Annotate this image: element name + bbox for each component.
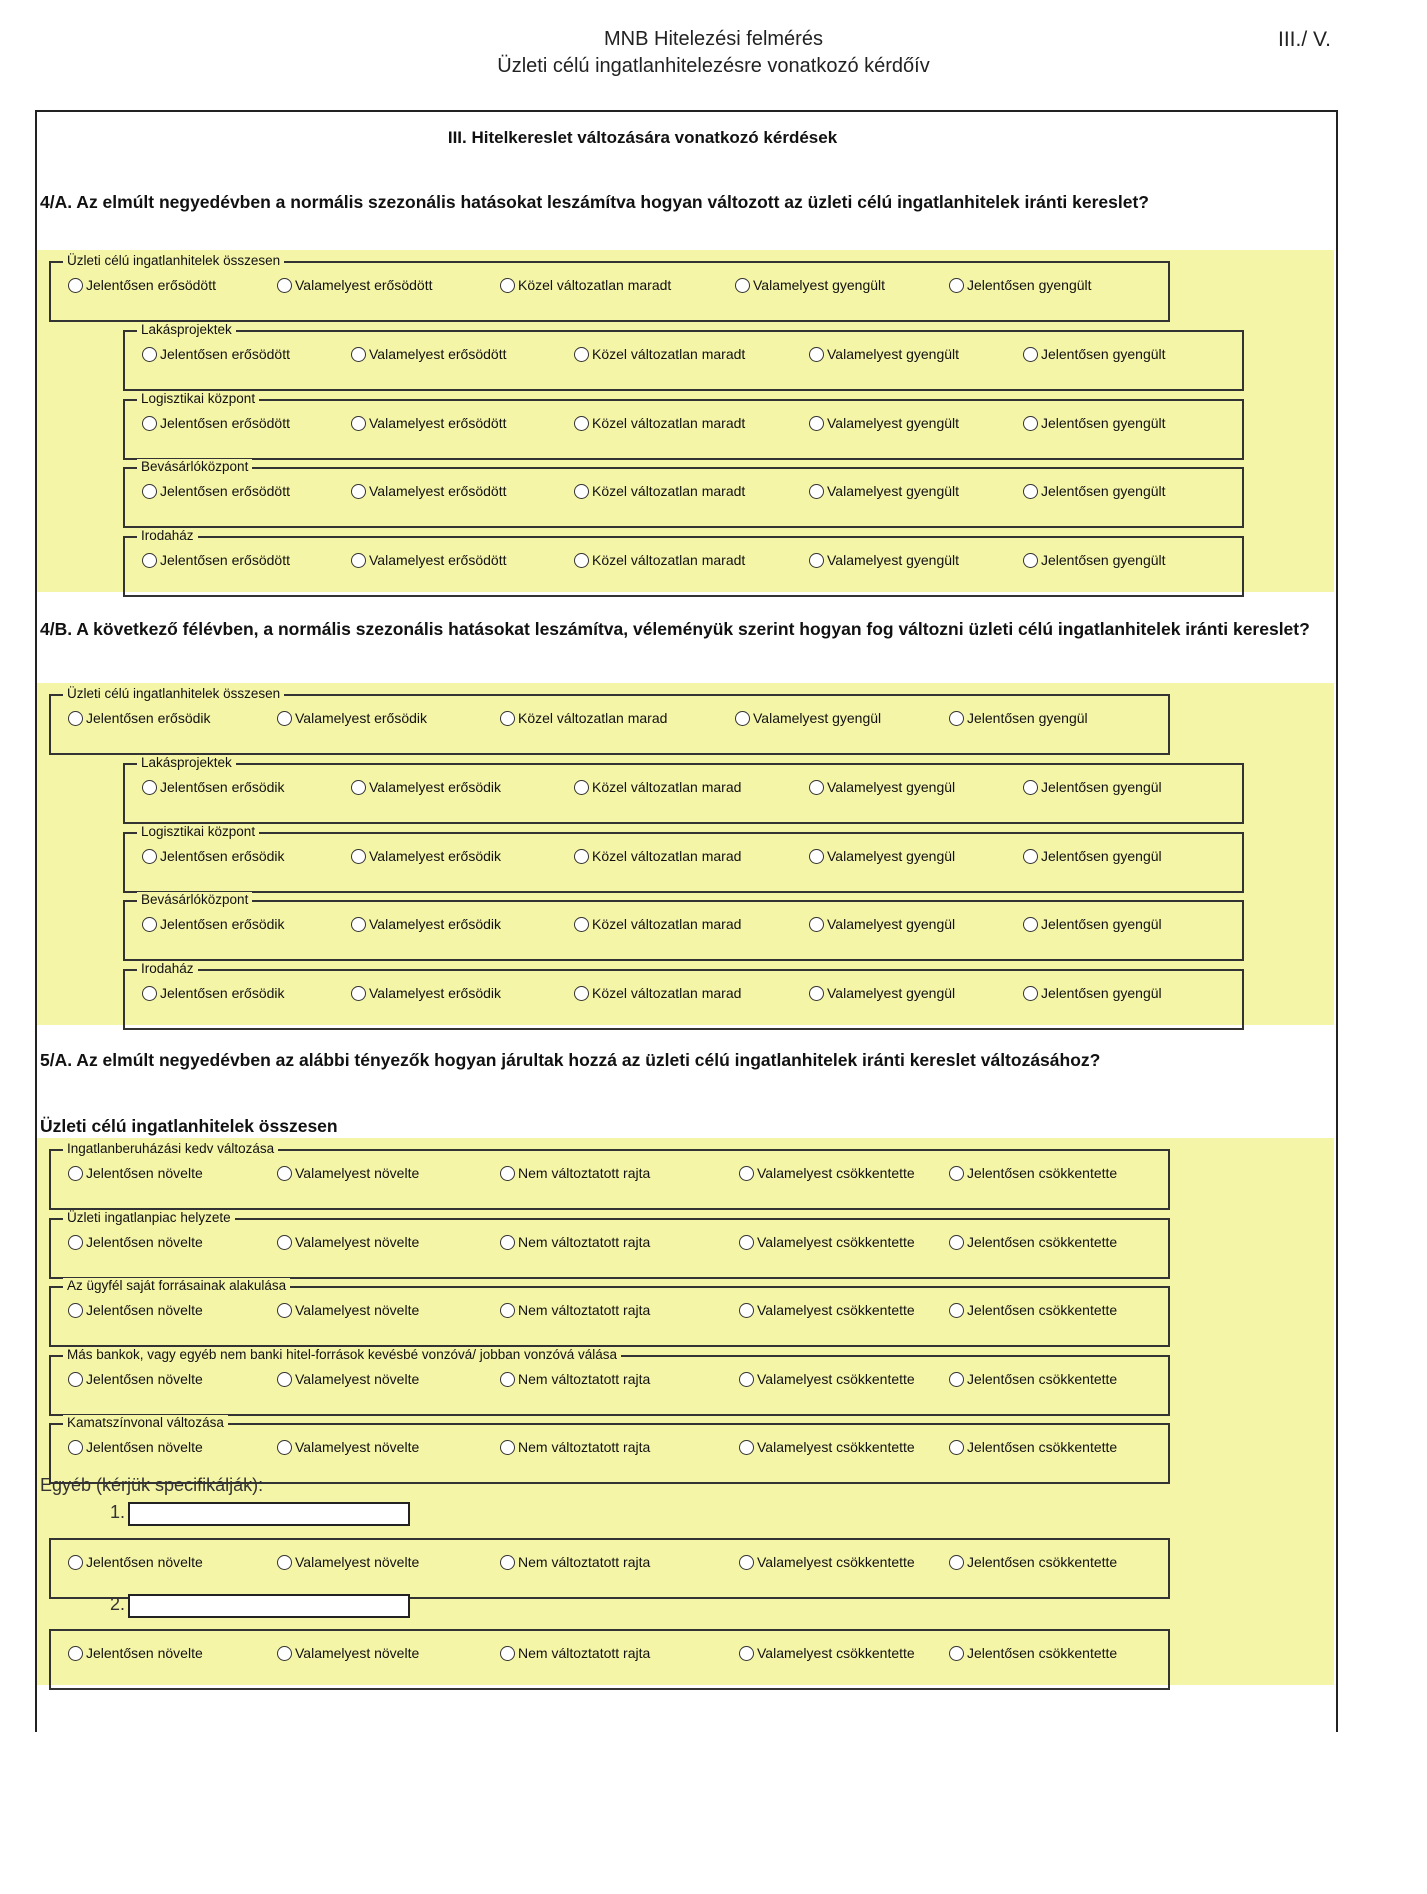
radio-option-label: Jelentősen gyengült	[1041, 552, 1166, 568]
radio-button-icon[interactable]	[351, 484, 366, 499]
radio-option-label: Valamelyest erősödött	[295, 277, 433, 293]
radio-option[interactable]	[351, 916, 501, 932]
radio-button-icon[interactable]	[277, 1372, 292, 1387]
radio-option[interactable]	[277, 1302, 419, 1318]
radio-option-label: Jelentősen növelte	[86, 1371, 203, 1387]
q4b-group-lakasprojektek	[123, 755, 1244, 824]
radio-button-icon[interactable]	[277, 1555, 292, 1570]
radio-option[interactable]	[351, 779, 501, 795]
group-legend: Üzleti célú ingatlanhitelek összesen	[63, 253, 284, 269]
radio-option-label: Jelentősen csökkentette	[967, 1439, 1118, 1455]
radio-option-label: Valamelyest gyengül	[827, 848, 956, 864]
radio-button-icon[interactable]	[739, 1440, 754, 1455]
radio-option-label: Jelentősen gyengült	[1041, 483, 1166, 499]
radio-option-label: Valamelyest csökkentette	[757, 1165, 915, 1181]
radio-option-label: Valamelyest gyengül	[827, 985, 956, 1001]
radio-button-icon[interactable]	[1023, 849, 1038, 864]
radio-option-label: Jelentősen növelte	[86, 1645, 203, 1661]
radio-button-icon[interactable]	[277, 1303, 292, 1318]
radio-button-icon[interactable]	[142, 917, 157, 932]
radio-button-icon[interactable]	[500, 278, 515, 293]
radio-option-label: Jelentősen erősödött	[160, 415, 290, 431]
radio-option[interactable]	[809, 779, 955, 795]
radio-button-icon[interactable]	[809, 986, 824, 1001]
radio-button-icon[interactable]	[68, 1166, 83, 1181]
radio-option-label: Jelentősen erősödik	[160, 848, 285, 864]
radio-button-icon[interactable]	[1023, 780, 1038, 795]
radio-button-icon[interactable]	[68, 278, 83, 293]
radio-button-icon[interactable]	[809, 347, 824, 362]
radio-button-icon[interactable]	[142, 780, 157, 795]
radio-option-label: Jelentősen csökkentette	[967, 1234, 1118, 1250]
q4b-group-irodahaz	[123, 961, 1244, 1030]
radio-option[interactable]	[500, 1371, 650, 1387]
radio-option-label: Valamelyest csökkentette	[757, 1554, 915, 1570]
radio-button-icon[interactable]	[142, 986, 157, 1001]
q5a-group-ingatlanpiac	[49, 1210, 1170, 1279]
radio-option-label: Nem változtatott rajta	[518, 1302, 651, 1318]
radio-option-label: Jelentősen növelte	[86, 1302, 203, 1318]
radio-button-icon[interactable]	[142, 484, 157, 499]
radio-option[interactable]	[351, 552, 506, 568]
radio-button-icon[interactable]	[1023, 416, 1038, 431]
radio-option[interactable]	[574, 779, 741, 795]
radio-button-icon[interactable]	[809, 917, 824, 932]
radio-option[interactable]	[1023, 916, 1162, 932]
radio-button-icon[interactable]	[739, 1235, 754, 1250]
radio-option[interactable]	[574, 346, 745, 362]
radio-option[interactable]	[735, 710, 881, 726]
radio-option-label: Jelentősen erősödött	[86, 277, 216, 293]
radio-option[interactable]	[142, 415, 290, 431]
radio-option-label: Jelentősen erősödik	[86, 710, 211, 726]
radio-button-icon[interactable]	[574, 780, 589, 795]
radio-option-label: Jelentősen erősödik	[160, 985, 285, 1001]
radio-option-label: Valamelyest növelte	[295, 1554, 420, 1570]
radio-option-label: Közel változatlan maradt	[592, 346, 746, 362]
radio-button-icon[interactable]	[68, 1555, 83, 1570]
radio-option[interactable]	[809, 415, 959, 431]
radio-button-icon[interactable]	[735, 278, 750, 293]
radio-option-label: Nem változtatott rajta	[518, 1439, 651, 1455]
radio-option-label: Valamelyest csökkentette	[757, 1302, 915, 1318]
radio-button-icon[interactable]	[735, 711, 750, 726]
radio-option[interactable]	[351, 848, 501, 864]
radio-button-icon[interactable]	[500, 1646, 515, 1661]
radio-option[interactable]	[574, 848, 741, 864]
other-item-2-input[interactable]	[128, 1594, 410, 1618]
radio-option[interactable]	[949, 1165, 1117, 1181]
radio-button-icon[interactable]	[68, 1235, 83, 1250]
group-legend: Bevásárlóközpont	[137, 892, 252, 908]
radio-button-icon[interactable]	[809, 416, 824, 431]
radio-option-label: Valamelyest gyengül	[827, 779, 956, 795]
radio-option-label: Valamelyest gyengül	[753, 710, 882, 726]
radio-option-label: Valamelyest erősödik	[369, 916, 502, 932]
radio-option-label: Nem változtatott rajta	[518, 1645, 651, 1661]
group-legend: Logisztikai központ	[137, 824, 259, 840]
section-title: III. Hitelkereslet változására vonatkozó kérdések	[447, 128, 838, 147]
radio-option[interactable]	[739, 1371, 915, 1387]
radio-button-icon[interactable]	[500, 1235, 515, 1250]
radio-option[interactable]	[739, 1645, 915, 1661]
radio-button-icon[interactable]	[351, 986, 366, 1001]
radio-button-icon[interactable]	[277, 1646, 292, 1661]
radio-option[interactable]	[1023, 779, 1162, 795]
question-4a: 4/A. Az elmúlt negyedévben a normális szezonális hatásokat leszámítva hogyan változott az üzleti célú ingatlanhitelek iránti kereslet?	[40, 192, 1149, 212]
radio-option-label: Közel változatlan marad	[518, 710, 668, 726]
radio-option[interactable]	[735, 277, 885, 293]
group-legend: Üzleti ingatlanpiac helyzete	[63, 1210, 235, 1226]
radio-button-icon[interactable]	[574, 917, 589, 932]
radio-option[interactable]	[1023, 346, 1166, 362]
radio-option[interactable]	[142, 848, 285, 864]
q4b-group-total	[49, 686, 1170, 755]
radio-option[interactable]	[1023, 552, 1166, 568]
radio-option[interactable]	[68, 277, 216, 293]
radio-option[interactable]	[809, 346, 959, 362]
radio-option-label: Valamelyest növelte	[295, 1645, 420, 1661]
radio-option[interactable]	[574, 415, 745, 431]
radio-option[interactable]	[68, 1165, 203, 1181]
radio-option[interactable]	[351, 985, 501, 1001]
group-legend: Ingatlanberuházási kedv változása	[63, 1141, 278, 1157]
radio-option[interactable]	[949, 710, 1088, 726]
radio-button-icon[interactable]	[809, 780, 824, 795]
radio-button-icon[interactable]	[277, 278, 292, 293]
radio-button-icon[interactable]	[142, 849, 157, 864]
radio-option-label: Jelentősen növelte	[86, 1234, 203, 1250]
radio-option-label: Valamelyest csökkentette	[757, 1645, 915, 1661]
header-subtitle: Üzleti célú ingatlanhitelezésre vonatkozó kérdőív	[497, 55, 930, 77]
radio-option-label: Valamelyest erősödik	[295, 710, 428, 726]
radio-option[interactable]	[68, 1302, 203, 1318]
q5a-group-beruhazasi-kedv	[49, 1141, 1170, 1210]
radio-option[interactable]	[574, 552, 745, 568]
group-legend: Lakásprojektek	[137, 755, 236, 771]
radio-option[interactable]	[809, 552, 959, 568]
radio-option-label: Jelentősen gyengül	[1041, 916, 1162, 932]
radio-option[interactable]	[351, 483, 506, 499]
radio-button-icon[interactable]	[351, 416, 366, 431]
radio-option[interactable]	[1023, 848, 1162, 864]
radio-option[interactable]	[277, 710, 427, 726]
radio-option[interactable]	[1023, 415, 1166, 431]
radio-option-label: Valamelyest növelte	[295, 1439, 420, 1455]
radio-option-label: Jelentősen csökkentette	[967, 1165, 1118, 1181]
radio-button-icon[interactable]	[949, 1166, 964, 1181]
radio-option[interactable]	[68, 1554, 203, 1570]
question-5a-subheading: Üzleti célú ingatlanhitelek összesen	[40, 1116, 338, 1136]
radio-option-label: Valamelyest gyengült	[827, 552, 960, 568]
radio-option[interactable]	[739, 1234, 915, 1250]
q4b-group-bevasarlo	[123, 892, 1244, 961]
radio-option-label: Jelentősen gyengül	[1041, 848, 1162, 864]
radio-option-label: Közel változatlan maradt	[592, 552, 746, 568]
group-legend: Lakásprojektek	[137, 322, 236, 338]
radio-option-label: Valamelyest erősödik	[369, 779, 502, 795]
radio-button-icon[interactable]	[351, 553, 366, 568]
radio-button-icon[interactable]	[949, 1372, 964, 1387]
radio-button-icon[interactable]	[142, 347, 157, 362]
radio-option-label: Nem változtatott rajta	[518, 1371, 651, 1387]
radio-option[interactable]	[949, 1234, 1117, 1250]
group-legend: Irodaház	[137, 961, 198, 977]
radio-button-icon[interactable]	[68, 711, 83, 726]
radio-button-icon[interactable]	[739, 1372, 754, 1387]
group-legend: Az ügyfél saját forrásainak alakulása	[63, 1278, 290, 1294]
radio-button-icon[interactable]	[739, 1646, 754, 1661]
radio-option[interactable]	[351, 346, 506, 362]
radio-button-icon[interactable]	[68, 1646, 83, 1661]
radio-button-icon[interactable]	[68, 1303, 83, 1318]
radio-button-icon[interactable]	[351, 347, 366, 362]
radio-button-icon[interactable]	[949, 1555, 964, 1570]
group-legend: Logisztikai központ	[137, 391, 259, 407]
q5a-group-sajat-forrasok	[49, 1278, 1170, 1347]
radio-option-label: Közel változatlan maradt	[518, 277, 672, 293]
radio-option[interactable]	[809, 848, 955, 864]
radio-button-icon[interactable]	[574, 553, 589, 568]
other-label: Egyéb (kérjük specifikálják):	[40, 1475, 264, 1495]
radio-button-icon[interactable]	[574, 416, 589, 431]
radio-option[interactable]	[574, 916, 741, 932]
radio-option[interactable]	[142, 779, 285, 795]
radio-button-icon[interactable]	[351, 849, 366, 864]
radio-option-label: Valamelyest növelte	[295, 1302, 420, 1318]
radio-button-icon[interactable]	[574, 484, 589, 499]
radio-option-label: Valamelyest erősödik	[369, 848, 502, 864]
group-legend: Más bankok, vagy egyéb nem banki hitel-források kevésbé vonzóvá/ jobban vonzóvá válása	[63, 1347, 621, 1363]
radio-option-label: Nem változtatott rajta	[518, 1554, 651, 1570]
radio-option-label: Jelentősen erősödött	[160, 552, 290, 568]
radio-button-icon[interactable]	[277, 711, 292, 726]
radio-option[interactable]	[574, 483, 745, 499]
radio-option-label: Jelentősen gyengül	[1041, 779, 1162, 795]
radio-option-label: Nem változtatott rajta	[518, 1234, 651, 1250]
radio-button-icon[interactable]	[500, 711, 515, 726]
radio-option-label: Nem változtatott rajta	[518, 1165, 651, 1181]
radio-option[interactable]	[739, 1165, 915, 1181]
radio-option-label: Valamelyest növelte	[295, 1234, 420, 1250]
radio-option-label: Valamelyest erősödött	[369, 346, 507, 362]
q4a-group-total	[49, 253, 1170, 322]
radio-option-label: Jelentősen erősödött	[160, 483, 290, 499]
radio-option-label: Jelentősen erősödött	[160, 346, 290, 362]
radio-option-label: Valamelyest gyengül	[827, 916, 956, 932]
radio-button-icon[interactable]	[500, 1372, 515, 1387]
radio-button-icon[interactable]	[949, 1235, 964, 1250]
radio-option[interactable]	[68, 1371, 203, 1387]
radio-option-label: Jelentősen gyengül	[967, 710, 1088, 726]
radio-button-icon[interactable]	[500, 1555, 515, 1570]
radio-option[interactable]	[949, 1302, 1117, 1318]
radio-button-icon[interactable]	[142, 416, 157, 431]
radio-button-icon[interactable]	[809, 849, 824, 864]
radio-option-label: Jelentősen gyengül	[1041, 985, 1162, 1001]
radio-option[interactable]	[500, 1439, 650, 1455]
radio-option-label: Közel változatlan maradt	[592, 415, 746, 431]
q4a-group-lakasprojektek	[123, 322, 1244, 391]
other-item-2-number: 2.	[110, 1594, 126, 1614]
radio-button-icon[interactable]	[1023, 484, 1038, 499]
radio-option-label: Valamelyest növelte	[295, 1165, 420, 1181]
radio-button-icon[interactable]	[277, 1235, 292, 1250]
radio-option[interactable]	[574, 985, 741, 1001]
radio-button-icon[interactable]	[1023, 347, 1038, 362]
radio-option-label: Jelentősen erősödik	[160, 779, 285, 795]
radio-option-label: Valamelyest gyengült	[827, 415, 960, 431]
radio-option-label: Valamelyest erősödött	[369, 483, 507, 499]
radio-button-icon[interactable]	[277, 1440, 292, 1455]
radio-option[interactable]	[142, 552, 290, 568]
other-item-1-input[interactable]	[128, 1502, 410, 1526]
radio-option[interactable]	[277, 1234, 419, 1250]
radio-option-label: Jelentősen csökkentette	[967, 1302, 1118, 1318]
radio-button-icon[interactable]	[949, 278, 964, 293]
radio-option[interactable]	[949, 1371, 1117, 1387]
radio-option-label: Közel változatlan marad	[592, 848, 742, 864]
radio-option[interactable]	[351, 415, 506, 431]
q5a-group-other-2	[49, 1629, 1170, 1690]
radio-option[interactable]	[142, 346, 290, 362]
radio-button-icon[interactable]	[1023, 553, 1038, 568]
radio-button-icon[interactable]	[949, 1303, 964, 1318]
q4a-group-irodahaz	[123, 528, 1244, 597]
radio-option[interactable]	[500, 1165, 650, 1181]
q4a-group-logisztikai	[123, 391, 1244, 460]
radio-button-icon[interactable]	[574, 347, 589, 362]
radio-option[interactable]	[277, 1439, 419, 1455]
radio-option-label: Valamelyest csökkentette	[757, 1234, 915, 1250]
group-legend: Üzleti célú ingatlanhitelek összesen	[63, 686, 284, 702]
radio-button-icon[interactable]	[574, 849, 589, 864]
radio-option[interactable]	[500, 1234, 650, 1250]
radio-option-label: Jelentősen gyengült	[967, 277, 1092, 293]
radio-option[interactable]	[500, 1554, 650, 1570]
radio-option-label: Jelentősen csökkentette	[967, 1371, 1118, 1387]
radio-button-icon[interactable]	[351, 917, 366, 932]
radio-button-icon[interactable]	[142, 553, 157, 568]
radio-option-label: Jelentősen gyengült	[1041, 346, 1166, 362]
radio-button-icon[interactable]	[949, 711, 964, 726]
radio-option[interactable]	[1023, 483, 1166, 499]
radio-option[interactable]	[277, 1371, 419, 1387]
radio-option[interactable]	[500, 277, 671, 293]
radio-option-label: Valamelyest gyengült	[827, 346, 960, 362]
radio-option[interactable]	[68, 710, 211, 726]
radio-button-icon[interactable]	[500, 1440, 515, 1455]
radio-option[interactable]	[1023, 985, 1162, 1001]
radio-button-icon[interactable]	[1023, 986, 1038, 1001]
radio-option[interactable]	[277, 1645, 419, 1661]
radio-option-label: Közel változatlan marad	[592, 916, 742, 932]
radio-option[interactable]	[500, 710, 667, 726]
radio-option[interactable]	[142, 916, 285, 932]
radio-option-label: Valamelyest erősödik	[369, 985, 502, 1001]
radio-option-label: Valamelyest csökkentette	[757, 1371, 915, 1387]
radio-option-label: Valamelyest erősödött	[369, 552, 507, 568]
radio-option-label: Közel változatlan marad	[592, 985, 742, 1001]
page-number: III./ V.	[1278, 28, 1331, 51]
q4b-group-logisztikai	[123, 824, 1244, 893]
question-5a: 5/A. Az elmúlt negyedévben az alábbi tényezők hogyan járultak hozzá az üzleti célú ingatlanhitelek iránti kereslet változásához?	[40, 1050, 1101, 1070]
radio-option[interactable]	[68, 1439, 203, 1455]
radio-option[interactable]	[949, 1439, 1117, 1455]
radio-option[interactable]	[809, 916, 955, 932]
radio-option[interactable]	[949, 1554, 1117, 1570]
radio-button-icon[interactable]	[574, 986, 589, 1001]
radio-option-label: Valamelyest erősödött	[369, 415, 507, 431]
radio-option[interactable]	[142, 483, 290, 499]
radio-option[interactable]	[500, 1302, 650, 1318]
radio-button-icon[interactable]	[500, 1303, 515, 1318]
q5a-group-mas-bankok	[49, 1347, 1170, 1416]
radio-option-label: Jelentősen csökkentette	[967, 1645, 1118, 1661]
other-item-1-number: 1.	[110, 1502, 126, 1522]
radio-button-icon[interactable]	[500, 1166, 515, 1181]
radio-option[interactable]	[739, 1302, 915, 1318]
radio-button-icon[interactable]	[68, 1372, 83, 1387]
radio-option[interactable]	[500, 1645, 650, 1661]
radio-option[interactable]	[739, 1554, 915, 1570]
radio-button-icon[interactable]	[739, 1166, 754, 1181]
q4a-group-bevasarlo	[123, 459, 1244, 528]
radio-option[interactable]	[68, 1234, 203, 1250]
radio-option[interactable]	[277, 277, 432, 293]
radio-option[interactable]	[68, 1645, 203, 1661]
radio-option-label: Jelentősen csökkentette	[967, 1554, 1118, 1570]
radio-option[interactable]	[949, 1645, 1117, 1661]
radio-option-label: Valamelyest gyengült	[753, 277, 886, 293]
group-legend: Irodaház	[137, 528, 198, 544]
q5a-group-other-1	[49, 1538, 1170, 1599]
radio-option-label: Jelentősen erősödik	[160, 916, 285, 932]
radio-option-label: Valamelyest csökkentette	[757, 1439, 915, 1455]
question-4b: 4/B. A következő félévben, a normális szezonális hatásokat leszámítva, véleményük szerint hogyan fog változni üzleti célú ingatlanhitelek iránti kereslet?	[40, 619, 1310, 639]
radio-option[interactable]	[277, 1554, 419, 1570]
header-title: MNB Hitelezési felmérés	[604, 28, 823, 50]
radio-option-label: Közel változatlan marad	[592, 779, 742, 795]
radio-option[interactable]	[277, 1165, 419, 1181]
radio-button-icon[interactable]	[739, 1555, 754, 1570]
radio-button-icon[interactable]	[949, 1440, 964, 1455]
radio-option-label: Közel változatlan maradt	[592, 483, 746, 499]
radio-option-label: Jelentősen növelte	[86, 1165, 203, 1181]
radio-option[interactable]	[949, 277, 1092, 293]
radio-option-label: Jelentősen gyengült	[1041, 415, 1166, 431]
radio-button-icon[interactable]	[739, 1303, 754, 1318]
radio-button-icon[interactable]	[949, 1646, 964, 1661]
radio-option[interactable]	[809, 985, 955, 1001]
radio-option-label: Valamelyest gyengült	[827, 483, 960, 499]
radio-button-icon[interactable]	[277, 1166, 292, 1181]
radio-option-label: Valamelyest növelte	[295, 1371, 420, 1387]
radio-option[interactable]	[739, 1439, 915, 1455]
radio-button-icon[interactable]	[809, 553, 824, 568]
radio-button-icon[interactable]	[68, 1440, 83, 1455]
group-legend: Kamatszínvonal változása	[63, 1415, 228, 1431]
radio-button-icon[interactable]	[351, 780, 366, 795]
radio-option-label: Jelentősen növelte	[86, 1439, 203, 1455]
radio-option[interactable]	[142, 985, 285, 1001]
radio-option[interactable]	[809, 483, 959, 499]
radio-button-icon[interactable]	[809, 484, 824, 499]
radio-button-icon[interactable]	[1023, 917, 1038, 932]
radio-option-label: Jelentősen növelte	[86, 1554, 203, 1570]
group-legend: Bevásárlóközpont	[137, 459, 252, 475]
